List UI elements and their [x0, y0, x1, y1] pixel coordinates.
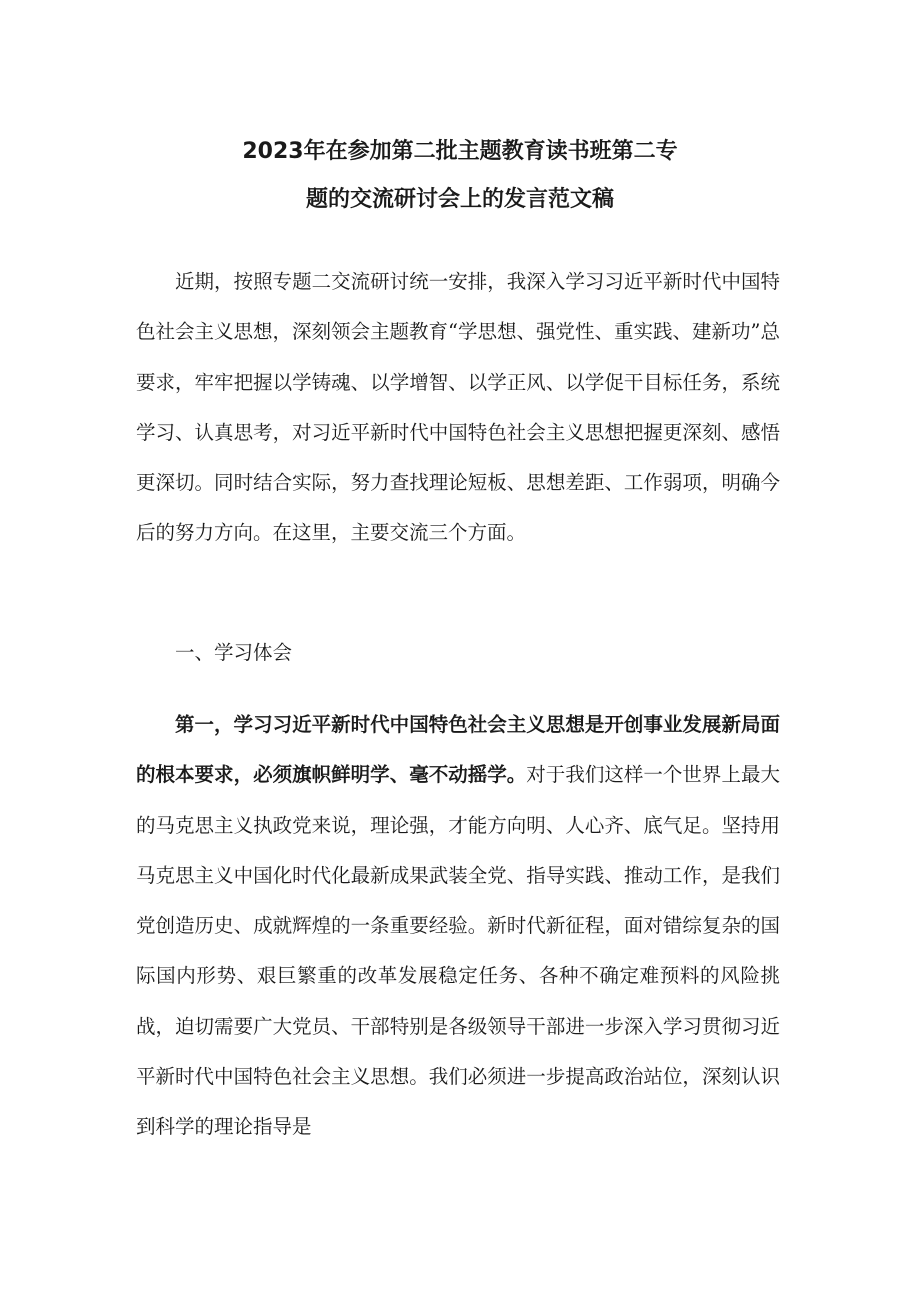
intro-paragraph: 近期，按照专题二交流研讨统一安排，我深入学习习近平新时代中国特色社会主义思想，深刻领会主题教育“学思想、强党性、重实践、建新功”总要求，牢牢把握以学铸魂、以学增智、以学正风、以学促干目标任务，系统学习、认真思考，对习近平新时代中国特色社会主义思想把握更深刻、感悟更深切。同时结合实际，努力查找理论短板、思想差距、工作弱项，明确今后的努力方向。在这里，主要交流三个方面。 [136, 270, 780, 545]
section-heading: 一、学习体会 [175, 641, 293, 664]
section-1-lead-sentence: 第一，学习习近平新时代中国特色社会主义思想是开创事业发展新局面的根本要求，必须旗帜鲜明学、毫不动摇学。 [136, 713, 780, 787]
section-1-paragraph [136, 700, 780, 1153]
document-title-line-1: 2023年在参加第二批主题教育读书班第二专 [242, 139, 678, 164]
section-1-body-text: 对于我们这样一个世界上最大的马克思主义执政党来说，理论强，才能方向明、人心齐、底气足。坚持用马克思主义中国化时代化最新成果武装全党、指导实践、推动工作，是我们党创造历史、成就辉煌的一条重要经验。新时代新征程，面对错综复杂的国际国内形势、艰巨繁重的改革发展稳定任务、各种不确定难预料的风险挑战，迫切需要广大党员、干部特别是各级领导干部进一步深入学习贯彻习近平新时代中国特色社会主义思想。我们必须进一步提高政治站位，深刻认识到科学的理论指导是 [136, 763, 780, 1139]
document-title-line-2: 题的交流研讨会上的发言范文稿 [305, 187, 614, 212]
